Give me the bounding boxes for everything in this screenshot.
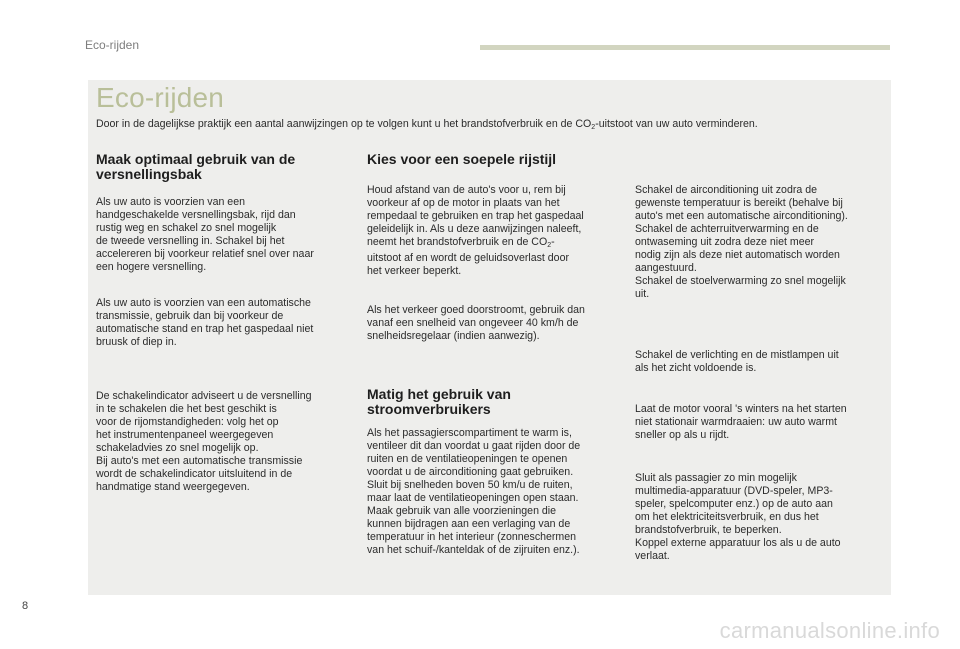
- multimedia-paragraph: Sluit als passagier zo min mogelijk multimedia-apparatuur (DVD-speler, MP3- speler, spelcomputer enz.) op de auto aan om het elektriciteitsverbruik, en dus het brandstofverbruik, te beperken. Koppel externe apparatuur los als u de auto verlaat.: [635, 472, 841, 562]
- heading-power-consumers: Matig het gebruik van stroomverbruikers: [367, 386, 511, 417]
- airco-paragraph: Schakel de airconditioning uit zodra de gewenste temperatuur is bereikt (behalve bij auto's met een automatische airconditioning). Schakel de achterruitverwarming en de ontwaseming uit zodra deze niet meer nodig zijn als deze niet automatisch worden aangestuurd. Schakel de stoelverwarming zo snel mogelijk uit.: [635, 184, 848, 300]
- driving-style-paragraph-1: [367, 184, 584, 278]
- lights-paragraph: Schakel de verlichting en de mistlampen uit als het zicht voldoende is.: [635, 349, 839, 374]
- gearbox-paragraph-3: De schakelindicator adviseert u de versnelling in te schakelen die het best geschikt is voor de rijomstandigheden: volg het op het instrumentenpaneel weergegeven schakeladvies zo snel mogelijk op. Bij auto's met een automatische transmissie wordt de schakelindicator uitsluitend in de handmatige stand weergegeven.: [96, 390, 312, 493]
- intro-part-a: Door in de dagelijkse praktijk een aantal aanwijzingen op te volgen kunt u het brandstofverbruik en de CO: [96, 118, 592, 130]
- intro-text: [96, 118, 758, 131]
- driving-style-p1-subscript: 2: [547, 242, 552, 249]
- engine-warmup-paragraph: Laat de motor vooral 's winters na het starten niet stationair warmdraaien: uw auto warmt sneller op als u rijdt.: [635, 403, 847, 441]
- header-rule: [480, 45, 890, 50]
- driving-style-p1-part-b: - uitstoot af en wordt de geluidsoverlast door het verkeer beperkt.: [367, 236, 569, 277]
- heading-gearbox: Maak optimaal gebruik van de versnellingsbak: [96, 151, 296, 182]
- section-header: Eco-rijden: [85, 38, 140, 52]
- driving-style-p1-part-a: Houd afstand van de auto's voor u, rem bij voorkeur af op de motor in plaats van het rempedaal te gebruiken en trap het gaspedaal geleidelijk in. Als u deze aanwijzingen naleeft, neemt het brandstofverbruik en de CO: [367, 184, 584, 248]
- watermark: carmanualsonline.info: [719, 618, 940, 643]
- gearbox-paragraph-2: Als uw auto is voorzien van een automatische transmissie, gebruik dan bij voorkeur de automatische stand en trap het gaspedaal niet bruusk of diep in.: [96, 297, 314, 348]
- gearbox-paragraph-1: Als uw auto is voorzien van een handgeschakelde versnellingsbak, rijd dan rustig weg en schakel zo snel mogelijk de tweede versnelling in. Schakel bij het accelereren bij voorkeur relatief snel over naar een hogere versnelling.: [96, 196, 314, 273]
- page-title: Eco-rijden: [96, 82, 225, 113]
- intro-part-b: -uitstoot van uw auto verminderen.: [595, 118, 758, 130]
- page-number: 8: [22, 600, 29, 612]
- driving-style-paragraph-2: Als het verkeer goed doorstroomt, gebruik dan vanaf een snelheid van ongeveer 40 km/h de snelheidsregelaar (indien aanwezig).: [367, 304, 585, 342]
- power-consumers-paragraph: Als het passagierscompartiment te warm is, ventileer dit dan voordat u gaat rijden door de ruiten en de ventilatieopeningen te openen voordat u de airconditioning gaat gebruiken. Sluit bij snelheden boven 50 km/u de ruiten, maar laat de ventilatieopeningen open staan. Maak gebruik van alle voorzieningen die kunnen bijdragen aan een verlaging van de temperatuur in het interieur (zonneschermen van het schuif-/kanteldak of de zijruiten enz.).: [367, 427, 581, 556]
- intro-subscript: 2: [591, 124, 596, 131]
- heading-driving-style: Kies voor een soepele rijstijl: [367, 151, 557, 167]
